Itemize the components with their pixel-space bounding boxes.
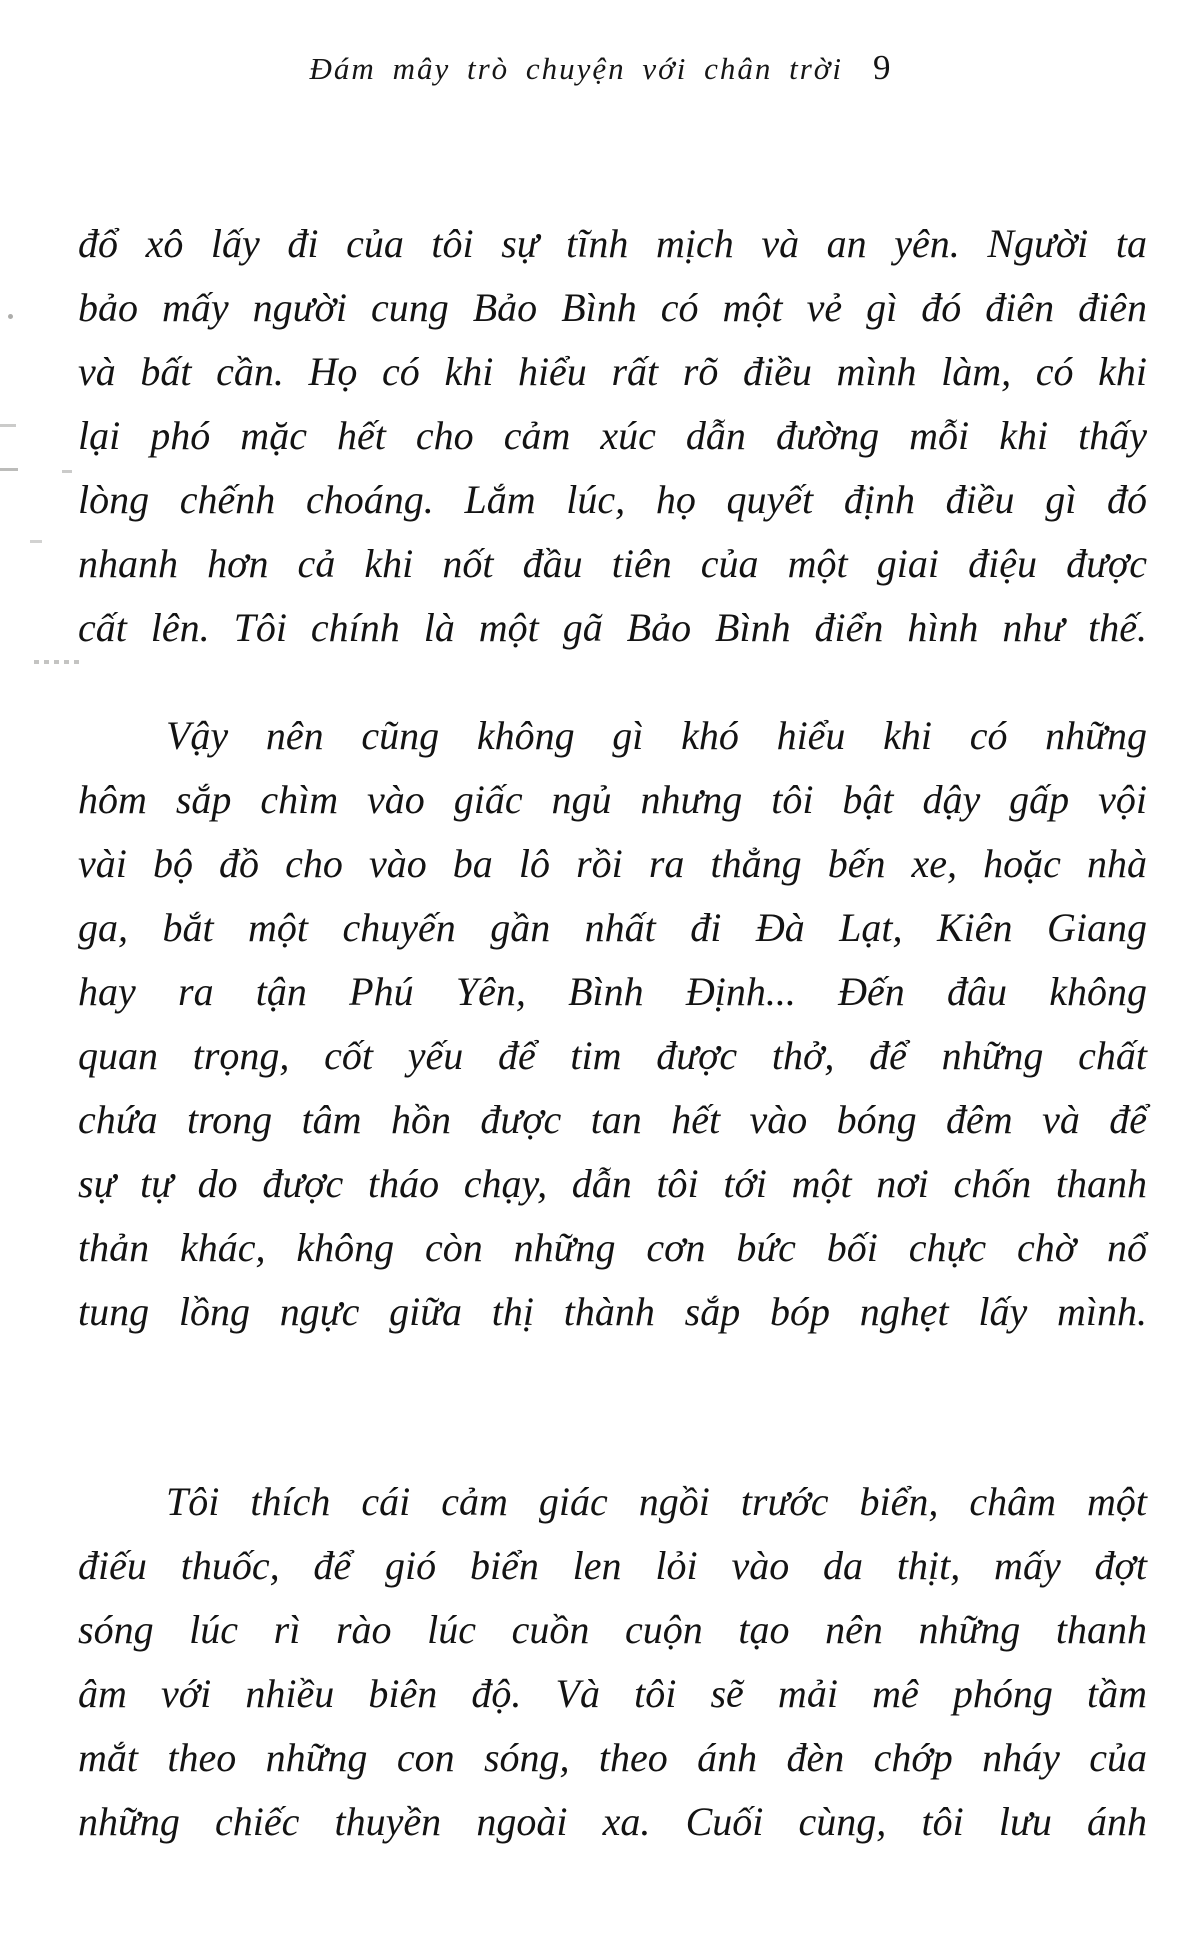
- text-line: lại phó mặc hết cho cảm xúc dẫn đường mỗi khi thấy: [78, 413, 1147, 458]
- text-line: thản khác, không còn những cơn bức bối chực chờ nổ: [78, 1225, 1147, 1270]
- text-line: đổ xô lấy đi của tôi sự tĩnh mịch và an yên. Người ta: [78, 221, 1147, 266]
- text-line: sự tự do được tháo chạy, dẫn tôi tới một nơi chốn thanh: [78, 1161, 1147, 1206]
- text-line: sóng lúc rì rào lúc cuồn cuộn tạo nên những thanh: [78, 1607, 1147, 1652]
- text-line: tung lồng ngực giữa thị thành sắp bóp nghẹt lấy mình.: [78, 1289, 1147, 1334]
- scan-artifact: [30, 540, 42, 543]
- text-line: điếu thuốc, để gió biển len lỏi vào da thịt, mấy đợt: [78, 1543, 1147, 1588]
- text-line: nhanh hơn cả khi nốt đầu tiên của một giai điệu được: [78, 541, 1147, 586]
- scan-artifact: [34, 660, 80, 664]
- text-line: và bất cần. Họ có khi hiểu rất rõ điều mình làm, có khi: [78, 349, 1147, 394]
- paragraph: [78, 704, 1147, 1344]
- scan-artifact: [62, 470, 72, 473]
- text-line: chứa trong tâm hồn được tan hết vào bóng đêm và để: [78, 1097, 1147, 1142]
- text-line: cất lên. Tôi chính là một gã Bảo Bình điển hình như thế.: [78, 605, 1147, 650]
- text-line: hôm sắp chìm vào giấc ngủ nhưng tôi bật dậy gấp vội: [78, 777, 1147, 822]
- page-number: 9: [872, 48, 891, 87]
- running-header-title: Đám mây trò chuyện với chân trời: [309, 51, 843, 86]
- text-line: Vậy nên cũng không gì khó hiểu khi có những: [166, 713, 1147, 758]
- scan-artifact: [8, 314, 13, 319]
- paragraph: [78, 1470, 1147, 1854]
- text-line: lòng chếnh choáng. Lắm lúc, họ quyết định điều gì đó: [78, 477, 1147, 522]
- text-line: hay ra tận Phú Yên, Bình Định... Đến đâu không: [78, 969, 1147, 1014]
- page-body: [78, 212, 1147, 1854]
- text-line: bảo mấy người cung Bảo Bình có một vẻ gì đó điên điên: [78, 285, 1147, 330]
- running-header: [0, 48, 1200, 88]
- text-line: vài bộ đồ cho vào ba lô rồi ra thẳng bến xe, hoặc nhà: [78, 841, 1147, 886]
- text-line: những chiếc thuyền ngoài xa. Cuối cùng, tôi lưu ánh: [78, 1799, 1147, 1844]
- scan-artifact: [0, 468, 18, 471]
- text-line: âm với nhiều biên độ. Và tôi sẽ mải mê phóng tầm: [78, 1671, 1147, 1716]
- paragraph: [78, 212, 1147, 660]
- text-line: quan trọng, cốt yếu để tim được thở, để những chất: [78, 1033, 1147, 1078]
- scan-artifact: [0, 424, 16, 427]
- text-line: mắt theo những con sóng, theo ánh đèn chớp nháy của: [78, 1735, 1147, 1780]
- text-line: Tôi thích cái cảm giác ngồi trước biển, châm một: [166, 1479, 1147, 1524]
- text-line: ga, bắt một chuyến gần nhất đi Đà Lạt, Kiên Giang: [78, 905, 1147, 950]
